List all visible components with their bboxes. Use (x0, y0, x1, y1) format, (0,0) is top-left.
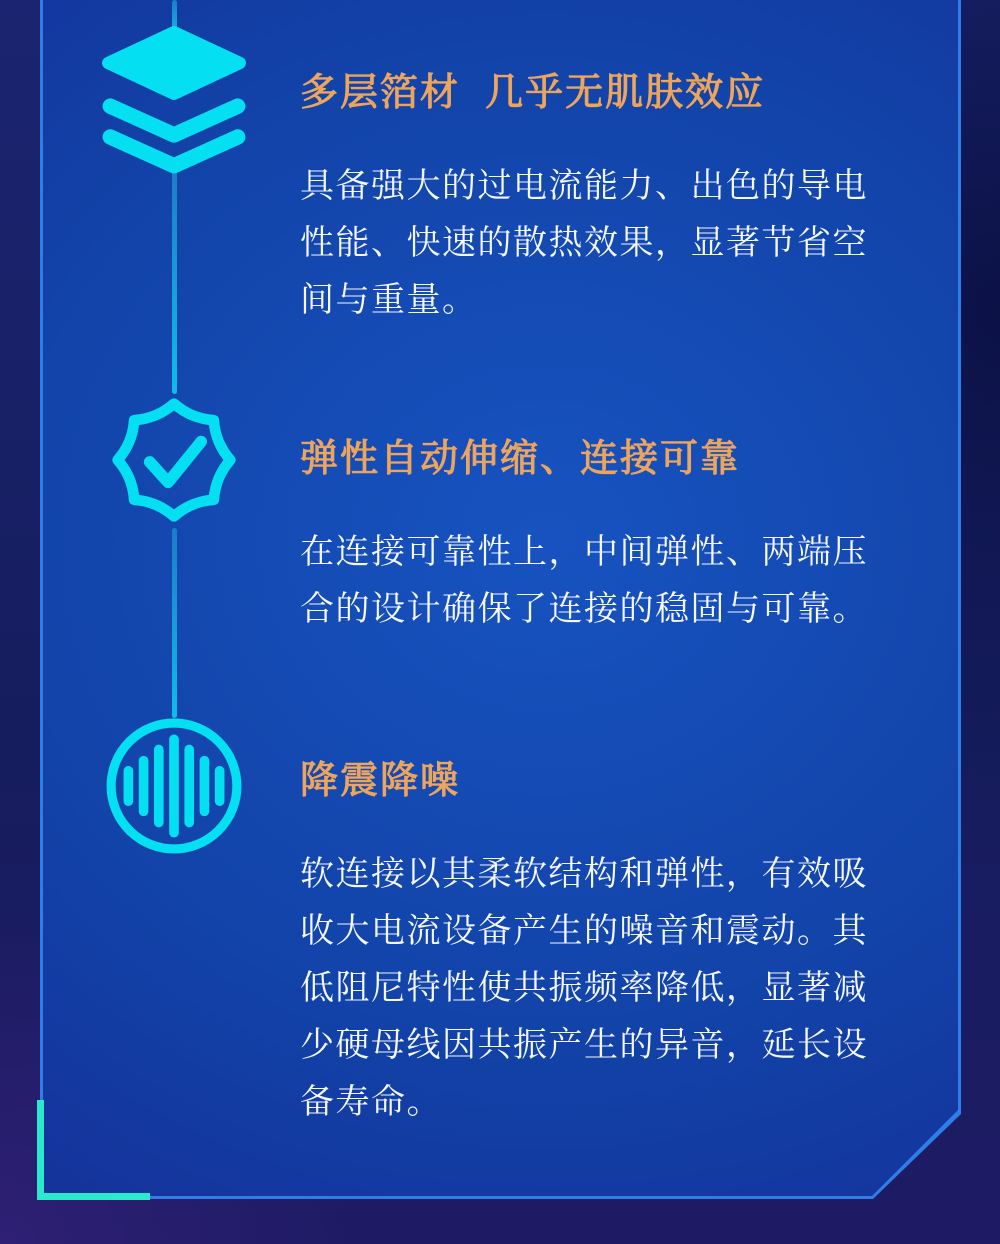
section1-body (300, 158, 960, 329)
section1-body-line3: 间与重量。 (300, 281, 478, 319)
section3-body-line1: 软连接以其柔软结构和弹性，有效吸 (300, 855, 868, 893)
section1-title: 多层箔材 几乎无肌肤效应 (300, 72, 766, 114)
section2-body-line2: 合的设计确保了连接的稳固与可靠。 (300, 590, 868, 628)
section3-body-line4: 少硬母线因共振产生的异音，延长设 (300, 1026, 868, 1064)
section3-body-line2: 收大电流设备产生的噪音和震动。其 (300, 912, 868, 950)
section1-body-line1: 具备强大的过电流能力、出色的导电 (300, 167, 868, 205)
section2-body (300, 524, 960, 638)
section3-body-line5: 备寿命。 (300, 1083, 442, 1121)
timeline-segment-bottom (172, 528, 177, 718)
section3-title: 降震降噪 (300, 760, 461, 802)
layers-icon (102, 26, 246, 174)
section2-title: 弹性自动伸缩、连接可靠 (300, 438, 741, 480)
timeline-segment-middle (172, 166, 177, 394)
section3-body (300, 846, 960, 1131)
sound-wave-icon (103, 715, 245, 857)
badge-check-icon (106, 392, 242, 528)
section1-body-line2: 性能、快速的散热效果，显著节省空 (300, 224, 868, 262)
section2-body-line1: 在连接可靠性上，中间弹性、两端压 (300, 533, 868, 571)
section3-body-line3: 低阻尼特性使共振频率降低，显著减 (300, 969, 868, 1007)
corner-accent-horizontal (37, 1193, 150, 1200)
corner-accent-vertical (37, 1100, 44, 1200)
